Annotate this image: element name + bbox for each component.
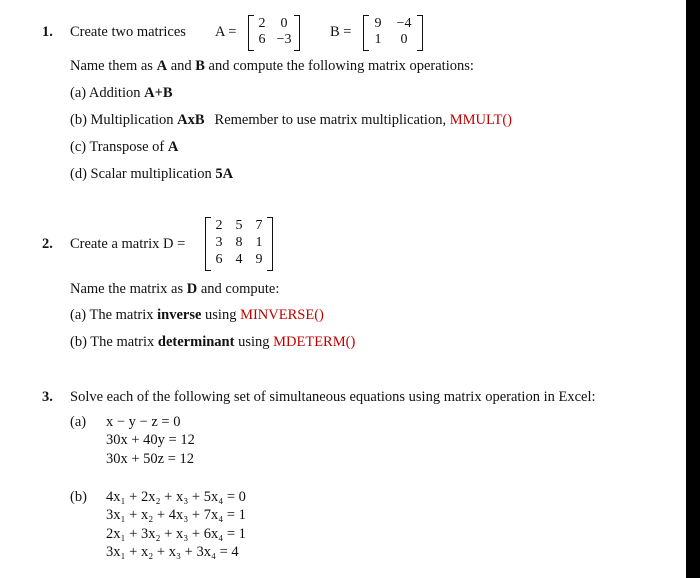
text: D xyxy=(186,281,198,297)
q1-intro: Create two matrices xyxy=(70,24,186,40)
matrix-d-cell: 7 xyxy=(255,218,263,233)
q2-item-b xyxy=(70,334,355,351)
text: A xyxy=(167,139,179,155)
equation: 30x + 50z = 12 xyxy=(106,451,195,467)
text: and xyxy=(167,58,196,74)
matrix-d-cell: 3 xyxy=(215,235,223,250)
matrix-a-cell: 0 xyxy=(280,16,288,31)
text: (c) Transpose of xyxy=(70,139,168,155)
text: A+B xyxy=(144,85,173,101)
matrix-b-cell: 1 xyxy=(374,32,382,47)
q3-intro: Solve each of the following set of simultaneous equations using matrix operation in Excel: xyxy=(70,389,596,405)
text: 5A xyxy=(215,166,234,182)
q3-part-a-label: (a) xyxy=(70,414,87,430)
matrix-d-cell: 8 xyxy=(235,235,243,250)
q1-item-b xyxy=(70,112,512,129)
text: (b) Multiplication xyxy=(70,112,178,128)
text: A xyxy=(156,58,168,74)
q3-number: 3. xyxy=(42,389,53,405)
text: Remember to use matrix multiplication, xyxy=(214,112,450,128)
text: (d) Scalar multiplication xyxy=(70,166,216,182)
matrix-d-cell: 2 xyxy=(215,218,223,233)
matrix-d-cell: 1 xyxy=(255,235,263,250)
text: Name the matrix as xyxy=(70,281,187,297)
equation: 30x + 40y = 12 xyxy=(106,432,195,448)
q2-intro: Create a matrix D = xyxy=(70,236,186,252)
text: and compute the following matrix operations: xyxy=(204,58,474,74)
q1-item-c xyxy=(70,139,178,156)
text: determinant xyxy=(157,334,235,350)
matrix-b-cell: 9 xyxy=(374,16,382,31)
q1-item-d xyxy=(70,166,233,183)
equation: 3x₁ + x₂ + 4x₃ + 7x₄ = 1 xyxy=(106,507,246,523)
function-name: MDETERM() xyxy=(273,334,356,350)
matrix-d-cell: 4 xyxy=(235,252,243,267)
q2-item-a xyxy=(70,307,324,324)
text: Name them as xyxy=(70,58,157,74)
q1-instruction xyxy=(70,58,474,75)
matrix-d-cell: 6 xyxy=(215,252,223,267)
matrix-d-cell: 5 xyxy=(235,218,243,233)
matrix-a xyxy=(248,15,300,51)
text: and compute: xyxy=(197,281,280,297)
q1-number: 1. xyxy=(42,24,53,40)
matrix-b xyxy=(363,15,423,51)
matrix-b-label: B = xyxy=(330,24,352,40)
equation: x − y − z = 0 xyxy=(106,414,181,430)
text: AxB xyxy=(177,112,205,128)
function-name: MINVERSE() xyxy=(240,307,324,323)
matrix-a-cell: −3 xyxy=(276,32,292,47)
text: using xyxy=(201,307,241,323)
matrix-a-cell: 2 xyxy=(258,16,266,31)
matrix-b-cell: −4 xyxy=(396,16,412,31)
matrix-d xyxy=(205,217,273,271)
q3-part-b-label: (b) xyxy=(70,489,87,505)
q2-instruction xyxy=(70,281,279,298)
q2-number: 2. xyxy=(42,236,53,252)
text: (a) Addition xyxy=(70,85,145,101)
q1-item-a xyxy=(70,85,173,102)
equation: 2x₁ + 3x₂ + x₃ + 6x₄ = 1 xyxy=(106,526,246,542)
equation: 4x₁ + 2x₂ + x₃ + 5x₄ = 0 xyxy=(106,489,246,505)
text: (a) The matrix xyxy=(70,307,158,323)
matrix-b-cell: 0 xyxy=(400,32,408,47)
matrix-a-cell: 6 xyxy=(258,32,266,47)
function-name: MMULT() xyxy=(449,112,513,128)
equation: 3x₁ + x₂ + x₃ + 3x₄ = 4 xyxy=(106,544,239,560)
matrix-d-cell: 9 xyxy=(255,252,263,267)
text: inverse xyxy=(157,307,202,323)
text: using xyxy=(234,334,274,350)
text: (b) The matrix xyxy=(70,334,158,350)
matrix-a-label: A = xyxy=(215,24,237,40)
text: B xyxy=(195,58,205,74)
